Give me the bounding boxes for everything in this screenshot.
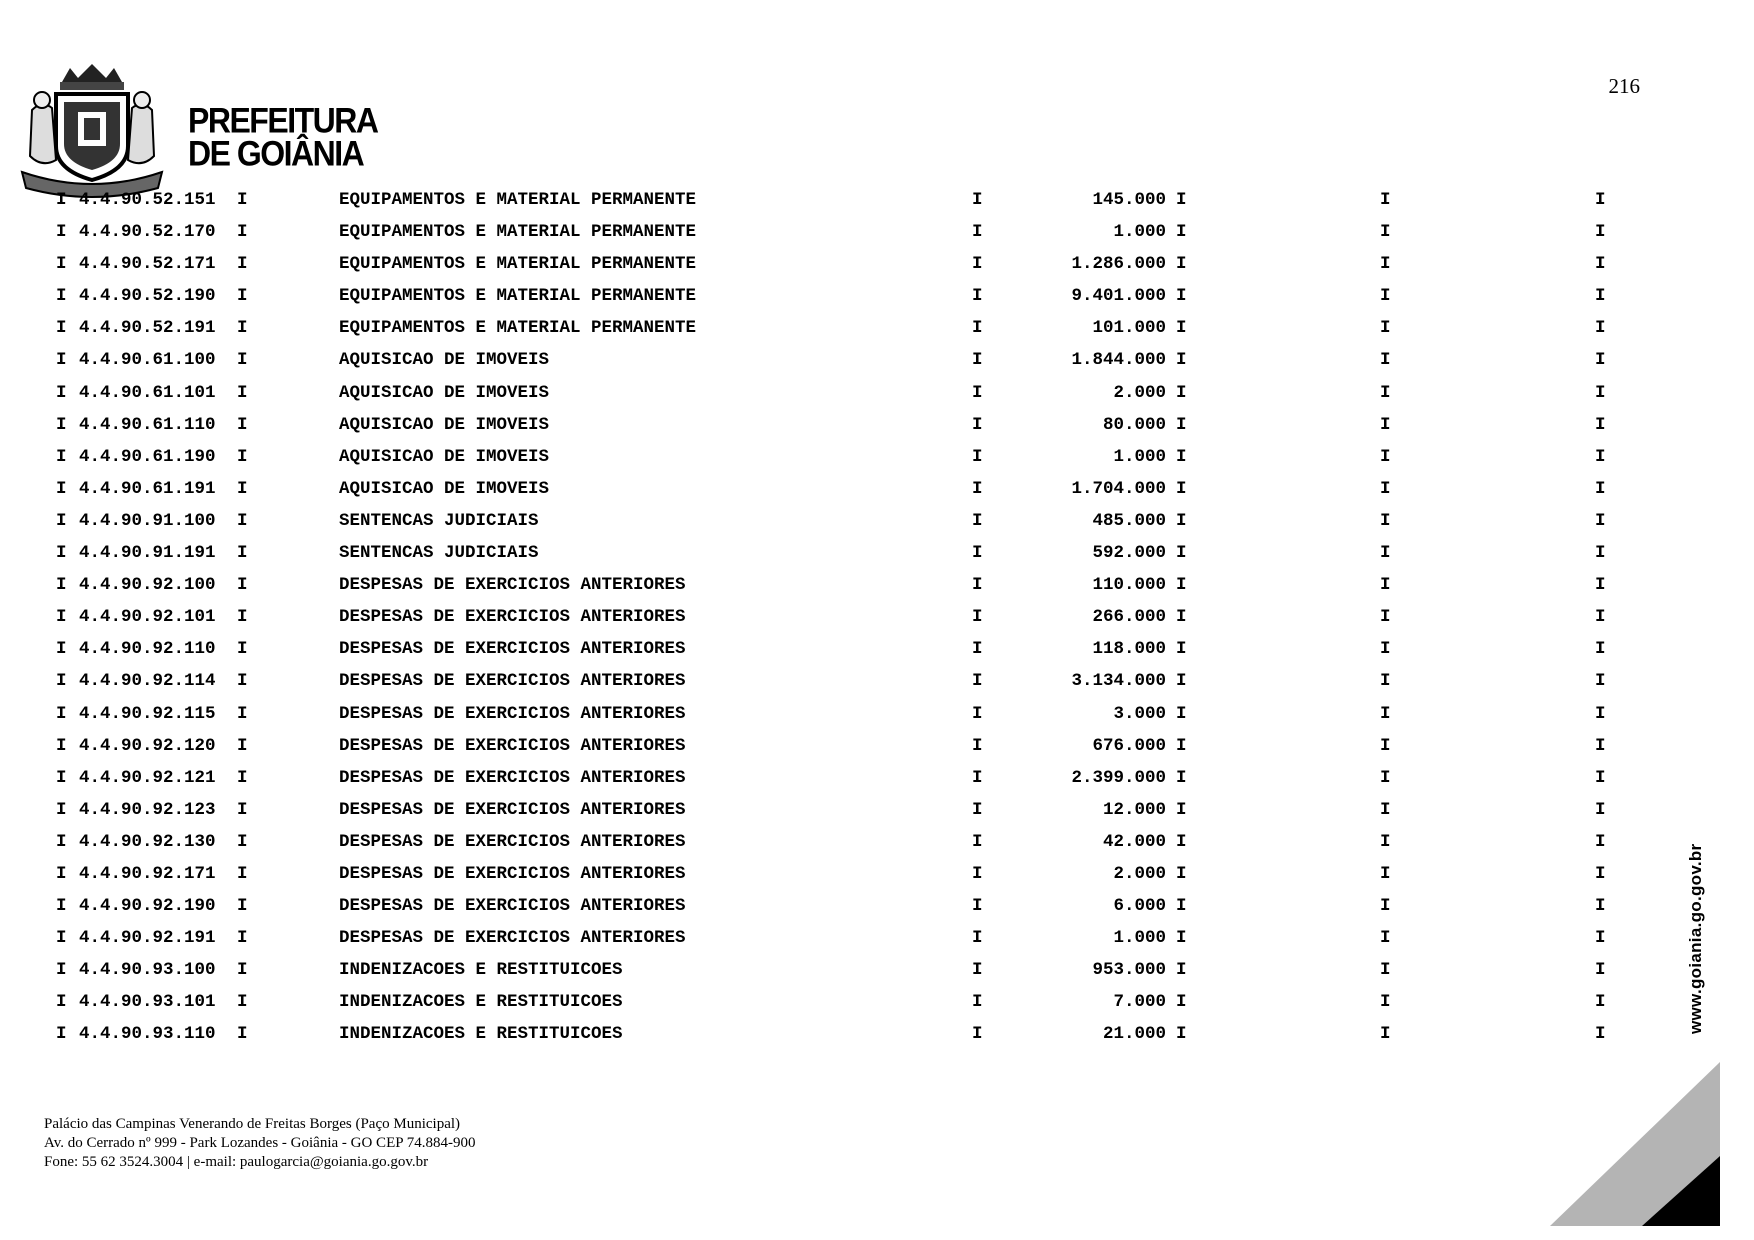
account-code: 4.4.90.92.101 xyxy=(79,607,216,628)
column-separator: I xyxy=(1595,446,1606,467)
column-separator: I xyxy=(972,350,983,371)
column-separator: I xyxy=(1176,831,1187,852)
column-separator: I xyxy=(972,1024,983,1045)
column-separator: I xyxy=(1176,607,1187,628)
column-separator: I xyxy=(56,478,67,499)
column-separator: I xyxy=(237,992,248,1013)
column-separator: I xyxy=(1380,960,1391,981)
prefeitura-logo xyxy=(12,60,392,200)
account-description: EQUIPAMENTOS E MATERIAL PERMANENTE xyxy=(339,286,697,307)
column-separator: I xyxy=(1595,190,1606,210)
table-row xyxy=(0,601,1754,633)
column-separator: I xyxy=(56,446,67,467)
column-separator: I xyxy=(56,639,67,660)
column-separator: I xyxy=(972,703,983,724)
column-separator: I xyxy=(237,254,248,275)
table-row xyxy=(0,312,1754,344)
table-row xyxy=(0,633,1754,665)
column-separator: I xyxy=(237,543,248,564)
column-separator: I xyxy=(56,767,67,788)
column-separator: I xyxy=(1595,960,1606,981)
column-separator: I xyxy=(972,863,983,884)
account-code: 4.4.90.92.120 xyxy=(79,735,216,756)
column-separator: I xyxy=(1380,639,1391,660)
amount-value: 3.000 xyxy=(1113,703,1166,724)
column-separator: I xyxy=(56,510,67,531)
column-separator: I xyxy=(1380,190,1391,210)
column-separator: I xyxy=(56,671,67,692)
column-separator: I xyxy=(1380,254,1391,275)
column-separator: I xyxy=(972,960,983,981)
account-code: 4.4.90.52.170 xyxy=(79,222,216,243)
column-separator: I xyxy=(1380,607,1391,628)
column-separator: I xyxy=(56,414,67,435)
column-separator: I xyxy=(1176,350,1187,371)
column-separator: I xyxy=(1176,671,1187,692)
account-code: 4.4.90.92.123 xyxy=(79,799,216,820)
amount-value: 1.000 xyxy=(1113,222,1166,243)
column-separator: I xyxy=(1176,254,1187,275)
column-separator: I xyxy=(237,767,248,788)
account-description: DESPESAS DE EXERCICIOS ANTERIORES xyxy=(339,703,686,724)
account-description: EQUIPAMENTOS E MATERIAL PERMANENTE xyxy=(339,318,697,339)
column-separator: I xyxy=(1595,318,1606,339)
column-separator: I xyxy=(1176,639,1187,660)
table-row xyxy=(0,377,1754,409)
column-separator: I xyxy=(1595,799,1606,820)
column-separator: I xyxy=(237,446,248,467)
column-separator: I xyxy=(56,928,67,949)
account-description: DESPESAS DE EXERCICIOS ANTERIORES xyxy=(339,799,686,820)
column-separator: I xyxy=(1176,703,1187,724)
column-separator: I xyxy=(56,543,67,564)
column-separator: I xyxy=(56,222,67,243)
amount-value: 42.000 xyxy=(1102,831,1166,852)
column-separator: I xyxy=(1595,735,1606,756)
account-description: DESPESAS DE EXERCICIOS ANTERIORES xyxy=(339,735,686,756)
table-row xyxy=(0,537,1754,569)
column-separator: I xyxy=(237,639,248,660)
column-separator: I xyxy=(1176,863,1187,884)
column-separator: I xyxy=(1595,671,1606,692)
column-separator: I xyxy=(237,510,248,531)
corner-triangle-decoration xyxy=(1550,1062,1720,1226)
column-separator: I xyxy=(56,799,67,820)
account-code: 4.4.90.92.114 xyxy=(79,671,216,692)
column-separator: I xyxy=(1176,799,1187,820)
amount-value: 953.000 xyxy=(1092,960,1166,981)
column-separator: I xyxy=(237,928,248,949)
account-description: AQUISICAO DE IMOVEIS xyxy=(339,478,550,499)
account-code: 4.4.90.61.191 xyxy=(79,478,216,499)
account-code: 4.4.90.61.100 xyxy=(79,350,216,371)
column-separator: I xyxy=(1176,510,1187,531)
table-row xyxy=(0,216,1754,248)
column-separator: I xyxy=(56,960,67,981)
column-separator: I xyxy=(1380,703,1391,724)
amount-value: 1.000 xyxy=(1113,928,1166,949)
table-row xyxy=(0,665,1754,697)
brand-line-2: DE GOIÂNIA xyxy=(188,133,364,174)
column-separator: I xyxy=(972,190,983,210)
column-separator: I xyxy=(1595,510,1606,531)
column-separator: I xyxy=(972,639,983,660)
column-separator: I xyxy=(1595,222,1606,243)
column-separator: I xyxy=(1176,446,1187,467)
column-separator: I xyxy=(1380,799,1391,820)
column-separator: I xyxy=(1595,607,1606,628)
account-code: 4.4.90.52.191 xyxy=(79,318,216,339)
column-separator: I xyxy=(56,896,67,917)
column-separator: I xyxy=(972,671,983,692)
account-code: 4.4.90.93.101 xyxy=(79,992,216,1013)
budget-table xyxy=(0,184,1754,1051)
account-code: 4.4.90.92.171 xyxy=(79,863,216,884)
city-crest-icon xyxy=(12,60,172,200)
column-separator: I xyxy=(1176,318,1187,339)
table-row xyxy=(0,1018,1754,1050)
column-separator: I xyxy=(237,1024,248,1045)
table-row xyxy=(0,922,1754,954)
column-separator: I xyxy=(1176,575,1187,596)
account-code: 4.4.90.93.100 xyxy=(79,960,216,981)
column-separator: I xyxy=(1176,478,1187,499)
footer-line-2: Av. do Cerrado nº 999 - Park Lozandes - Goiânia - GO CEP 74.884-900 xyxy=(44,1135,476,1151)
table-row xyxy=(0,473,1754,505)
column-separator: I xyxy=(1380,414,1391,435)
brand-line-1: PREFEITURA xyxy=(188,100,378,141)
table-row xyxy=(0,794,1754,826)
column-separator: I xyxy=(1176,767,1187,788)
column-separator: I xyxy=(1595,831,1606,852)
column-separator: I xyxy=(972,478,983,499)
amount-value: 101.000 xyxy=(1092,318,1166,339)
account-code: 4.4.90.92.190 xyxy=(79,896,216,917)
column-separator: I xyxy=(972,575,983,596)
column-separator: I xyxy=(1595,478,1606,499)
column-separator: I xyxy=(1176,222,1187,243)
column-separator: I xyxy=(1380,992,1391,1013)
column-separator: I xyxy=(1176,1024,1187,1045)
account-description: SENTENCAS JUDICIAIS xyxy=(339,543,539,564)
account-description: INDENIZACOES E RESTITUICOES xyxy=(339,992,623,1013)
column-separator: I xyxy=(972,222,983,243)
column-separator: I xyxy=(237,286,248,307)
account-code: 4.4.90.52.190 xyxy=(79,286,216,307)
column-separator: I xyxy=(237,222,248,243)
amount-value: 2.000 xyxy=(1113,863,1166,884)
column-separator: I xyxy=(56,1024,67,1045)
footer-address xyxy=(44,1115,476,1172)
table-row xyxy=(0,409,1754,441)
amount-value: 1.286.000 xyxy=(1071,254,1166,275)
account-code: 4.4.90.52.171 xyxy=(79,254,216,275)
column-separator: I xyxy=(56,254,67,275)
column-separator: I xyxy=(1380,928,1391,949)
column-separator: I xyxy=(972,799,983,820)
column-separator: I xyxy=(1380,350,1391,371)
column-separator: I xyxy=(1380,575,1391,596)
account-description: AQUISICAO DE IMOVEIS xyxy=(339,414,550,435)
amount-value: 118.000 xyxy=(1092,639,1166,660)
column-separator: I xyxy=(237,863,248,884)
column-separator: I xyxy=(972,831,983,852)
column-separator: I xyxy=(56,318,67,339)
column-separator: I xyxy=(972,735,983,756)
column-separator: I xyxy=(972,928,983,949)
amount-value: 676.000 xyxy=(1092,735,1166,756)
column-separator: I xyxy=(1595,703,1606,724)
column-separator: I xyxy=(237,896,248,917)
table-row xyxy=(0,698,1754,730)
account-description: EQUIPAMENTOS E MATERIAL PERMANENTE xyxy=(339,190,697,210)
column-separator: I xyxy=(1595,863,1606,884)
account-description: INDENIZACOES E RESTITUICOES xyxy=(339,1024,623,1045)
column-separator: I xyxy=(972,896,983,917)
column-separator: I xyxy=(56,831,67,852)
table-row xyxy=(0,505,1754,537)
column-separator: I xyxy=(237,318,248,339)
account-code: 4.4.90.92.130 xyxy=(79,831,216,852)
column-separator: I xyxy=(56,992,67,1013)
column-separator: I xyxy=(1176,960,1187,981)
column-separator: I xyxy=(1176,286,1187,307)
amount-value: 3.134.000 xyxy=(1071,671,1166,692)
amount-value: 145.000 xyxy=(1092,190,1166,210)
account-description: DESPESAS DE EXERCICIOS ANTERIORES xyxy=(339,639,686,660)
column-separator: I xyxy=(1380,286,1391,307)
account-description: AQUISICAO DE IMOVEIS xyxy=(339,382,550,403)
amount-value: 2.399.000 xyxy=(1071,767,1166,788)
column-separator: I xyxy=(56,575,67,596)
column-separator: I xyxy=(237,671,248,692)
table-row xyxy=(0,986,1754,1018)
column-separator: I xyxy=(1380,222,1391,243)
column-separator: I xyxy=(972,446,983,467)
column-separator: I xyxy=(1595,382,1606,403)
column-separator: I xyxy=(56,607,67,628)
column-separator: I xyxy=(1176,543,1187,564)
website-url: www.goiania.go.gov.br xyxy=(1686,843,1705,1034)
column-separator: I xyxy=(56,286,67,307)
column-separator: I xyxy=(56,382,67,403)
column-separator: I xyxy=(237,831,248,852)
column-separator: I xyxy=(972,543,983,564)
amount-value: 21.000 xyxy=(1102,1024,1166,1045)
table-row xyxy=(0,858,1754,890)
column-separator: I xyxy=(237,350,248,371)
column-separator: I xyxy=(1380,510,1391,531)
account-code: 4.4.90.61.110 xyxy=(79,414,216,435)
column-separator: I xyxy=(1380,446,1391,467)
column-separator: I xyxy=(237,607,248,628)
account-code: 4.4.90.92.121 xyxy=(79,767,216,788)
column-separator: I xyxy=(1176,414,1187,435)
amount-value: 2.000 xyxy=(1113,382,1166,403)
amount-value: 7.000 xyxy=(1113,992,1166,1013)
column-separator: I xyxy=(1595,639,1606,660)
account-description: AQUISICAO DE IMOVEIS xyxy=(339,350,550,371)
table-row xyxy=(0,184,1754,216)
column-separator: I xyxy=(972,992,983,1013)
account-code: 4.4.90.61.190 xyxy=(79,446,216,467)
amount-value: 1.704.000 xyxy=(1071,478,1166,499)
account-description: DESPESAS DE EXERCICIOS ANTERIORES xyxy=(339,896,686,917)
column-separator: I xyxy=(56,190,67,210)
column-separator: I xyxy=(237,414,248,435)
column-separator: I xyxy=(1380,735,1391,756)
account-description: DESPESAS DE EXERCICIOS ANTERIORES xyxy=(339,575,686,596)
footer-line-1: Palácio das Campinas Venerando de Freitas Borges (Paço Municipal) xyxy=(44,1116,461,1132)
column-separator: I xyxy=(1595,543,1606,564)
column-separator: I xyxy=(972,286,983,307)
amount-value: 110.000 xyxy=(1092,575,1166,596)
column-separator: I xyxy=(237,478,248,499)
table-row xyxy=(0,730,1754,762)
account-code: 4.4.90.92.100 xyxy=(79,575,216,596)
amount-value: 6.000 xyxy=(1113,896,1166,917)
column-separator: I xyxy=(1595,286,1606,307)
account-description: EQUIPAMENTOS E MATERIAL PERMANENTE xyxy=(339,222,697,243)
column-separator: I xyxy=(1595,350,1606,371)
account-code: 4.4.90.91.191 xyxy=(79,543,216,564)
column-separator: I xyxy=(1380,671,1391,692)
column-separator: I xyxy=(1595,254,1606,275)
account-description: EQUIPAMENTOS E MATERIAL PERMANENTE xyxy=(339,254,697,275)
column-separator: I xyxy=(972,767,983,788)
table-row xyxy=(0,248,1754,280)
column-separator: I xyxy=(237,960,248,981)
column-separator: I xyxy=(1380,382,1391,403)
account-code: 4.4.90.92.110 xyxy=(79,639,216,660)
column-separator: I xyxy=(1595,414,1606,435)
account-description: DESPESAS DE EXERCICIOS ANTERIORES xyxy=(339,863,686,884)
account-code: 4.4.90.61.101 xyxy=(79,382,216,403)
column-separator: I xyxy=(1595,575,1606,596)
column-separator: I xyxy=(237,575,248,596)
brand-name xyxy=(188,100,378,174)
column-separator: I xyxy=(1380,767,1391,788)
column-separator: I xyxy=(1176,928,1187,949)
account-description: INDENIZACOES E RESTITUICOES xyxy=(339,960,623,981)
column-separator: I xyxy=(1176,992,1187,1013)
column-separator: I xyxy=(237,703,248,724)
amount-value: 266.000 xyxy=(1092,607,1166,628)
amount-value: 1.000 xyxy=(1113,446,1166,467)
account-description: DESPESAS DE EXERCICIOS ANTERIORES xyxy=(339,831,686,852)
table-row xyxy=(0,762,1754,794)
table-row xyxy=(0,890,1754,922)
column-separator: I xyxy=(1380,1024,1391,1045)
column-separator: I xyxy=(1595,992,1606,1013)
amount-value: 12.000 xyxy=(1102,799,1166,820)
column-separator: I xyxy=(1380,863,1391,884)
table-row xyxy=(0,344,1754,376)
column-separator: I xyxy=(1176,896,1187,917)
column-separator: I xyxy=(1380,318,1391,339)
table-row xyxy=(0,954,1754,986)
column-separator: I xyxy=(56,863,67,884)
amount-value: 9.401.000 xyxy=(1071,286,1166,307)
column-separator: I xyxy=(1380,831,1391,852)
column-separator: I xyxy=(1595,896,1606,917)
column-separator: I xyxy=(237,735,248,756)
column-separator: I xyxy=(1176,190,1187,210)
account-description: DESPESAS DE EXERCICIOS ANTERIORES xyxy=(339,607,686,628)
column-separator: I xyxy=(972,254,983,275)
column-separator: I xyxy=(972,318,983,339)
column-separator: I xyxy=(972,414,983,435)
column-separator: I xyxy=(972,607,983,628)
table-row xyxy=(0,280,1754,312)
amount-value: 592.000 xyxy=(1092,543,1166,564)
account-description: SENTENCAS JUDICIAIS xyxy=(339,510,539,531)
footer-line-3: Fone: 55 62 3524.3004 | e-mail: paulogarcia@goiania.go.gov.br xyxy=(44,1154,429,1170)
column-separator: I xyxy=(237,190,248,210)
column-separator: I xyxy=(1380,896,1391,917)
account-code: 4.4.90.52.151 xyxy=(79,190,216,210)
column-separator: I xyxy=(237,382,248,403)
account-description: DESPESAS DE EXERCICIOS ANTERIORES xyxy=(339,928,686,949)
account-description: AQUISICAO DE IMOVEIS xyxy=(339,446,550,467)
column-separator: I xyxy=(1595,767,1606,788)
column-separator: I xyxy=(237,799,248,820)
account-description: DESPESAS DE EXERCICIOS ANTERIORES xyxy=(339,671,686,692)
amount-value: 1.844.000 xyxy=(1071,350,1166,371)
amount-value: 485.000 xyxy=(1092,510,1166,531)
account-code: 4.4.90.92.115 xyxy=(79,703,216,724)
account-code: 4.4.90.93.110 xyxy=(79,1024,216,1045)
column-separator: I xyxy=(972,382,983,403)
table-row xyxy=(0,826,1754,858)
column-separator: I xyxy=(1176,382,1187,403)
column-separator: I xyxy=(1380,478,1391,499)
table-row xyxy=(0,569,1754,601)
page-number: 216 xyxy=(1608,74,1640,98)
table-row xyxy=(0,441,1754,473)
column-separator: I xyxy=(56,703,67,724)
column-separator: I xyxy=(56,350,67,371)
amount-value: 80.000 xyxy=(1102,414,1166,435)
column-separator: I xyxy=(1595,1024,1606,1045)
account-description: DESPESAS DE EXERCICIOS ANTERIORES xyxy=(339,767,686,788)
account-code: 4.4.90.91.100 xyxy=(79,510,216,531)
column-separator: I xyxy=(972,510,983,531)
account-code: 4.4.90.92.191 xyxy=(79,928,216,949)
column-separator: I xyxy=(1380,543,1391,564)
column-separator: I xyxy=(56,735,67,756)
column-separator: I xyxy=(1595,928,1606,949)
column-separator: I xyxy=(1176,735,1187,756)
